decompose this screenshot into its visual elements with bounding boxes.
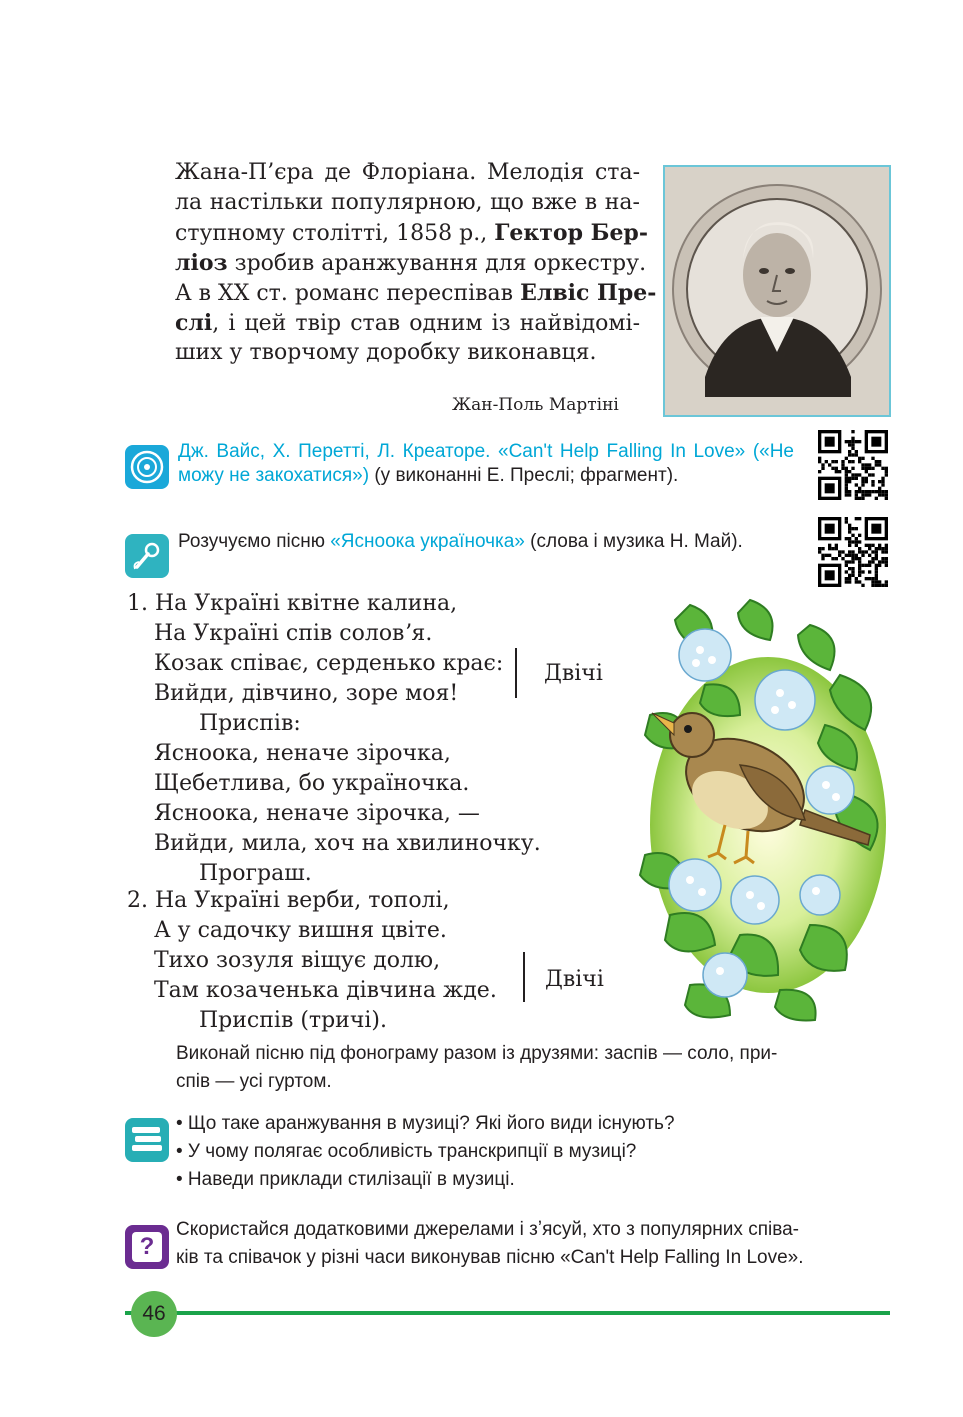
disc-icon [125, 445, 169, 489]
bold-name: слі [175, 310, 213, 336]
books-icon [125, 1118, 169, 1162]
song-verse-1: 1. На Україні квітне калина, На Україні спів соловʼя. Козак співає, серденько крає: Вийди, дівчино, зоре моя! [127, 591, 504, 706]
learn-text: Розучуємо пісню «Ясноока україночка» (слова і музика Н. Май). [178, 531, 743, 552]
question-item: • Наведи приклади стилізації в музиці. [176, 1169, 515, 1190]
intro-line [175, 188, 640, 218]
intro-line [175, 278, 657, 308]
text-run: зробив аранжування для оркестру. [227, 251, 647, 276]
listen-title: Дж. Вайс, Х. Перетті, Л. Креаторе. «Can't Help Falling In Love» («Не можу не закохатися») [178, 441, 794, 486]
footer-rule [125, 1311, 890, 1315]
question-item: • У чому полягає особливість транскрипції в музиці? [176, 1141, 637, 1162]
repeat-bracket-1 [515, 648, 517, 698]
intro-line [175, 158, 640, 188]
listen-text [178, 440, 794, 488]
portrait-engraving [665, 167, 889, 415]
bold-name: ліоз [175, 250, 228, 276]
intro-line [175, 218, 648, 248]
intro-paragraph [175, 158, 657, 368]
question-icon: ? [125, 1225, 169, 1269]
intro-line [175, 308, 640, 338]
repeat-label-1: Двічі [544, 661, 603, 686]
text-run: Жана-П’єра де Флоріана. Мелодія ста- [175, 160, 640, 185]
qr-code-learn[interactable] [818, 517, 888, 587]
text-run: ла настільки популярною, що вже в на- [175, 190, 640, 215]
portrait-image [663, 165, 891, 417]
page-number: 46 [131, 1291, 177, 1337]
intro-line [175, 338, 640, 368]
listen-note: (у виконанні Е. Преслі; фрагмент). [369, 465, 679, 486]
text-run: , і цей твір став одним із найвідомі- [212, 311, 640, 336]
nightingale-illustration [630, 595, 900, 1025]
text-run: ших у творчому доробку виконавця. [175, 340, 597, 365]
microphone-icon [125, 534, 169, 578]
text-run: ступному столітті, 1858 р., [175, 221, 495, 246]
text-run: А в XX ст. романс переспівав [175, 281, 521, 306]
bold-name: Елвіс Пре- [520, 280, 657, 306]
portrait-caption: Жан-Поль Мартіні [452, 395, 619, 415]
repeat-label-2: Двічі [545, 967, 604, 992]
learn-song-title: «Ясноока україночка» [330, 531, 525, 552]
questions-list [176, 1110, 675, 1194]
question-item: • Що таке аранжування в музиці? Які його види існують? [176, 1113, 675, 1134]
perform-instruction: Виконай пісню під фонограму разом із друзями: заспів — соло, при- спів — усі гуртом. [176, 1043, 778, 1092]
song-verse-2: 2. На Україні верби, тополі, А у садочку вишня цвіте. Тихо зозуля віщує долю, Там козаченька дівчина жде. Приспів (тричі). [127, 888, 497, 1033]
song-chorus: Приспів: Ясноока, неначе зірочка, Щебетлива, бо україночка. Ясноока, неначе зірочка, — Вийди, мила, хоч на хвилиночку. Програш. [154, 711, 541, 886]
qr-code-listen[interactable] [818, 430, 888, 500]
intro-line [175, 248, 647, 278]
bold-name: Гектор Бер- [494, 220, 648, 246]
repeat-bracket-2 [523, 952, 525, 1002]
research-task: Скористайся додатковими джерелами і зʼясуй, хто з популярних співа- ків та співачок у різні часи виконував пісню «Can't Help Falling In Love». [176, 1219, 804, 1268]
